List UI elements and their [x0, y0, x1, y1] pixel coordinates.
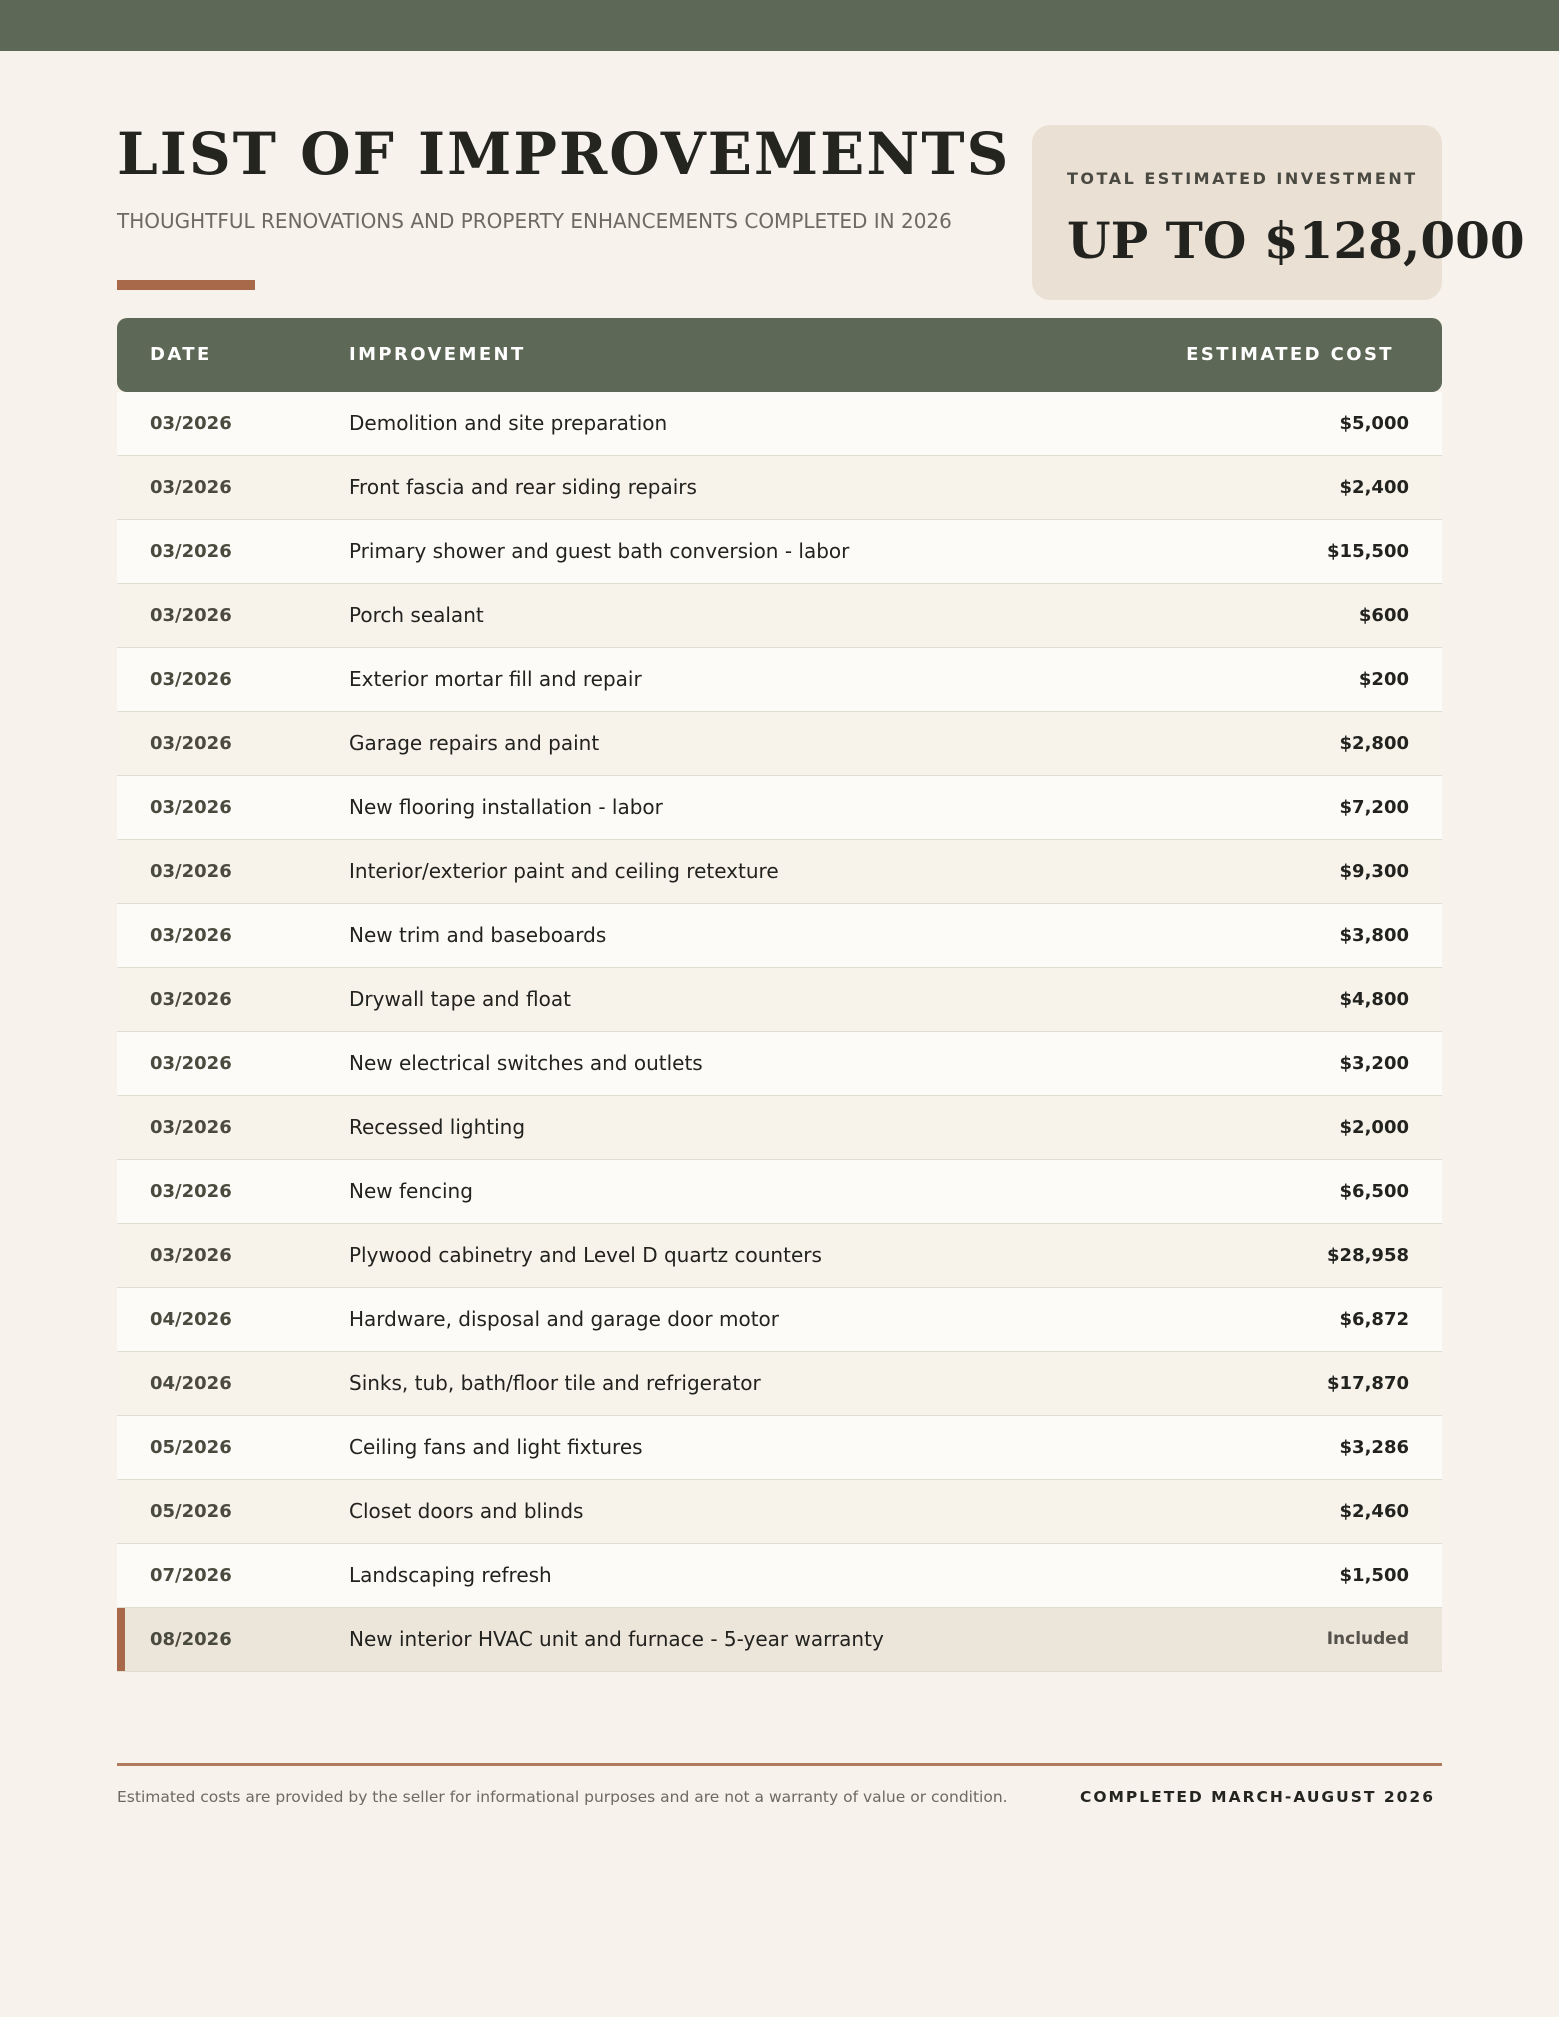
row-date: 03/2026: [150, 669, 232, 690]
row-date: 08/2026: [150, 1629, 232, 1650]
row-cost: $7,200: [1339, 797, 1409, 818]
row-date: 03/2026: [150, 925, 232, 946]
row-highlight-marker: [117, 1608, 125, 1671]
table-row: [117, 712, 1442, 776]
row-improvement: Drywall tape and float: [349, 987, 571, 1011]
row-cost: $600: [1358, 605, 1409, 626]
improvements-table: [117, 318, 1442, 1672]
total-investment-card: [1032, 125, 1525, 300]
row-cost: Included: [1326, 1629, 1409, 1649]
row-improvement: Closet doors and blinds: [349, 1499, 584, 1523]
top-band: [0, 0, 1559, 51]
row-date: 03/2026: [150, 797, 232, 818]
row-improvement: Interior/exterior paint and ceiling retexture: [349, 859, 779, 883]
row-improvement: Front fascia and rear siding repairs: [349, 475, 697, 499]
row-improvement: Hardware, disposal and garage door motor: [349, 1307, 780, 1331]
table-row: [117, 1160, 1442, 1224]
table-row: [117, 456, 1442, 520]
row-improvement: New fencing: [349, 1179, 473, 1203]
row-date: 03/2026: [150, 477, 232, 498]
table-header: [117, 318, 1442, 392]
row-date: 03/2026: [150, 1181, 232, 1202]
row-date: 03/2026: [150, 989, 232, 1010]
row-date: 04/2026: [150, 1373, 232, 1394]
row-date: 03/2026: [150, 541, 232, 562]
row-cost: $2,800: [1339, 733, 1409, 754]
row-date: 07/2026: [150, 1565, 232, 1586]
row-improvement: Demolition and site preparation: [349, 411, 668, 435]
table-row: [117, 1288, 1442, 1352]
row-improvement: Porch sealant: [349, 603, 484, 627]
table-row: [117, 968, 1442, 1032]
row-cost: $17,870: [1327, 1373, 1409, 1394]
row-cost: $2,460: [1339, 1501, 1409, 1522]
row-cost: $28,958: [1327, 1245, 1409, 1266]
row-cost: $6,872: [1339, 1309, 1409, 1330]
table-row: [117, 584, 1442, 648]
row-date: 04/2026: [150, 1309, 232, 1330]
row-cost: $1,500: [1339, 1565, 1409, 1586]
table-row: [117, 648, 1442, 712]
table-row: [117, 1096, 1442, 1160]
row-cost: $3,286: [1339, 1437, 1409, 1458]
accent-bar: [117, 280, 255, 290]
row-improvement: Landscaping refresh: [349, 1563, 552, 1587]
row-date: 05/2026: [150, 1437, 232, 1458]
total-investment-label: TOTAL ESTIMATED INVESTMENT: [1067, 169, 1418, 188]
footer-completed-range: COMPLETED MARCH-AUGUST 2026: [1079, 1788, 1435, 1806]
table-row: [117, 776, 1442, 840]
table-row: [117, 1416, 1442, 1480]
row-date: 03/2026: [150, 1053, 232, 1074]
page-title: LIST OF IMPROVEMENTS: [117, 120, 1011, 188]
table-row: [117, 840, 1442, 904]
row-date: 03/2026: [150, 413, 232, 434]
total-investment-value: UP TO $128,000: [1067, 211, 1525, 270]
row-improvement: Exterior mortar fill and repair: [349, 667, 642, 691]
table-body: [117, 392, 1442, 1672]
row-improvement: Ceiling fans and light fixtures: [349, 1435, 643, 1459]
row-cost: $6,500: [1339, 1181, 1409, 1202]
row-date: 03/2026: [150, 733, 232, 754]
row-date: 03/2026: [150, 1117, 232, 1138]
row-date: 03/2026: [150, 605, 232, 626]
row-improvement: New flooring installation - labor: [349, 795, 663, 819]
table-row: [117, 1480, 1442, 1544]
row-cost: $5,000: [1339, 413, 1409, 434]
row-improvement: New trim and baseboards: [349, 923, 607, 947]
row-cost: $2,000: [1339, 1117, 1409, 1138]
row-improvement: Primary shower and guest bath conversion - labor: [349, 539, 850, 563]
row-improvement: Recessed lighting: [349, 1115, 526, 1139]
footer-disclaimer: Estimated costs are provided by the seller for informational purposes and are not a warranty of value or condition.: [117, 1788, 1008, 1806]
header-estimated-cost: ESTIMATED COST: [1186, 344, 1394, 365]
table-row: [117, 520, 1442, 584]
header-improvement: IMPROVEMENT: [349, 344, 526, 365]
page-subtitle: THOUGHTFUL RENOVATIONS AND PROPERTY ENHANCEMENTS COMPLETED IN 2026: [117, 209, 952, 233]
row-cost: $15,500: [1327, 541, 1409, 562]
row-date: 03/2026: [150, 861, 232, 882]
row-date: 05/2026: [150, 1501, 232, 1522]
row-improvement: New electrical switches and outlets: [349, 1051, 703, 1075]
table-row: [117, 392, 1442, 456]
table-row: [117, 904, 1442, 968]
row-cost: $2,400: [1339, 477, 1409, 498]
table-row: [117, 1224, 1442, 1288]
row-improvement: New interior HVAC unit and furnace - 5-year warranty: [349, 1627, 884, 1651]
table-row-highlighted: [117, 1608, 1442, 1672]
row-improvement: Garage repairs and paint: [349, 731, 600, 755]
header-date: DATE: [150, 344, 212, 365]
table-row: [117, 1544, 1442, 1608]
row-improvement: Plywood cabinetry and Level D quartz counters: [349, 1243, 822, 1267]
row-cost: $4,800: [1339, 989, 1409, 1010]
row-cost: $200: [1358, 669, 1409, 690]
row-improvement: Sinks, tub, bath/floor tile and refrigerator: [349, 1371, 761, 1395]
row-cost: $9,300: [1339, 861, 1409, 882]
table-row: [117, 1352, 1442, 1416]
row-date: 03/2026: [150, 1245, 232, 1266]
footer-rule: [117, 1763, 1442, 1766]
table-row: [117, 1032, 1442, 1096]
row-cost: $3,200: [1339, 1053, 1409, 1074]
row-cost: $3,800: [1339, 925, 1409, 946]
